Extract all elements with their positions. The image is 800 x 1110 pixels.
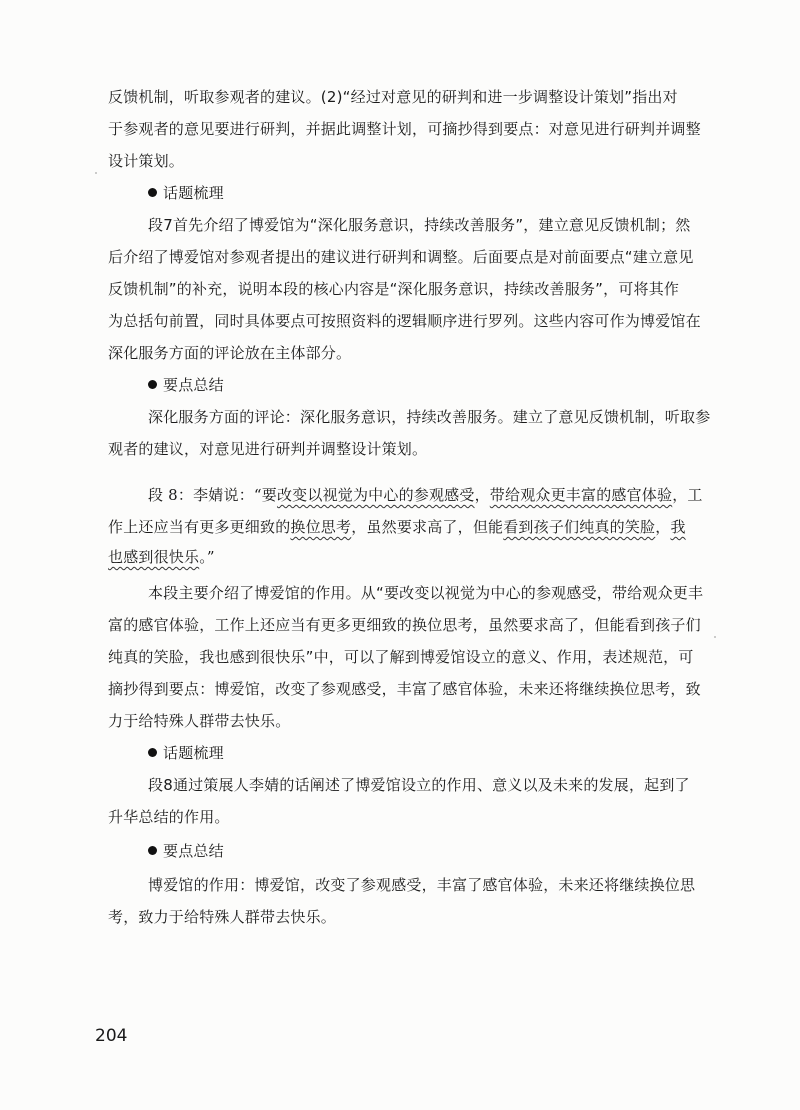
quote-underlined-text: 我	[670, 518, 686, 536]
quote-underlined-text: 带给观众更丰富的感官体验	[489, 486, 673, 504]
summary2-heading-text: 要点总结	[163, 842, 224, 860]
topic1-line-2: 后介绍了博爱馆对参观者提出的建议进行研判和调整。后面要点是对前面要点“建立意见	[108, 248, 694, 266]
topic1-line-4: 为总括句前置，同时具体要点可按照资料的逻辑顺序进行罗列。这些内容可作为博爱馆在	[108, 312, 701, 330]
section1-line-2: 于参观者的意见要进行研判，并据此调整计划，可摘抄得到要点：对意见进行研判并调整	[108, 120, 701, 138]
summary2-heading	[148, 840, 224, 862]
scan-speck	[95, 172, 97, 174]
quote8-line-3	[108, 546, 215, 568]
quote-text: 。”	[199, 548, 215, 566]
bullet-icon	[148, 380, 157, 389]
summary1-line-2: 观者的建议，对意见进行研判并调整设计策划。	[108, 440, 428, 458]
summary1-heading	[148, 374, 224, 396]
topic2-heading	[148, 742, 224, 764]
bullet-icon	[148, 188, 157, 197]
topic1-heading-text: 话题梳理	[163, 184, 224, 202]
bullet-icon	[148, 748, 157, 757]
topic2-line-2: 升华总结的作用。	[108, 808, 230, 826]
quote-text: 段 8：李婧说：“要	[148, 486, 277, 504]
scan-speck	[714, 636, 716, 638]
topic1-line-5: 深化服务方面的评论放在主体部分。	[108, 344, 352, 362]
section1-line-1: 反馈机制，听取参观者的建议。(2)“经过对意见的研判和进一步调整设计策划”指出对	[108, 88, 678, 106]
analysis8-line-3: 纯真的笑脸，我也感到很快乐”中，可以了解到博爱馆设立的意义、作用，表述规范，可	[108, 648, 694, 666]
quote8-line-2	[108, 516, 686, 538]
page-number: 204	[95, 1026, 128, 1046]
quote-text: ，	[474, 486, 490, 504]
quote-text: ，	[655, 518, 671, 536]
analysis8-line-4: 摘抄得到要点：博爱馆，改变了参观感受，丰富了感官体验，未来还将继续换位思考，致	[108, 680, 701, 698]
summary2-line-1: 博爱馆的作用：博爱馆，改变了参观感受，丰富了感官体验，未来还将继续换位思	[148, 876, 696, 894]
analysis8-line-2: 富的感官体验，工作上还应当有更多更细致的换位思考，虽然要求高了，但能看到孩子们	[108, 616, 701, 634]
topic1-line-1: 段7首先介绍了博爱馆为“深化服务意识，持续改善服务”，建立意见反馈机制；然	[148, 216, 691, 234]
bullet-icon	[148, 846, 157, 855]
topic1-heading	[148, 182, 224, 204]
summary2-line-2: 考，致力于给特殊人群带去快乐。	[108, 908, 337, 926]
quote-underlined-text: 也感到很快乐	[108, 548, 200, 566]
quote-text: ，虽然要求高了，但能	[351, 518, 504, 536]
analysis8-line-5: 力于给特殊人群带去快乐。	[108, 712, 291, 730]
topic1-line-3: 反馈机制”的补充，说明本段的核心内容是“深化服务意识，持续改善服务”，可将其作	[108, 280, 680, 298]
section1-line-3: 设计策划。	[108, 152, 185, 170]
analysis8-line-1: 本段主要介绍了博爱馆的作用。从“要改变以视觉为中心的参观感受，带给观众更丰	[148, 584, 704, 602]
summary1-line-1: 深化服务方面的评论：深化服务意识，持续改善服务。建立了意见反馈机制，听取参	[148, 408, 711, 426]
quote-underlined-text: 改变以视觉为中心的参观感受	[276, 486, 475, 504]
topic2-line-1: 段8通过策展人李婧的话阐述了博爱馆设立的作用、意义以及未来的发展，起到了	[148, 776, 690, 794]
quote8-line-1	[148, 484, 703, 506]
quote-underlined-text: 换位思考	[290, 518, 352, 536]
topic2-heading-text: 话题梳理	[163, 744, 224, 762]
quote-text: ，工	[672, 486, 703, 504]
quote-text: 作上还应当有更多更细致的	[108, 518, 291, 536]
summary1-heading-text: 要点总结	[163, 376, 224, 394]
quote-underlined-text: 看到孩子们纯真的笑脸	[503, 518, 656, 536]
